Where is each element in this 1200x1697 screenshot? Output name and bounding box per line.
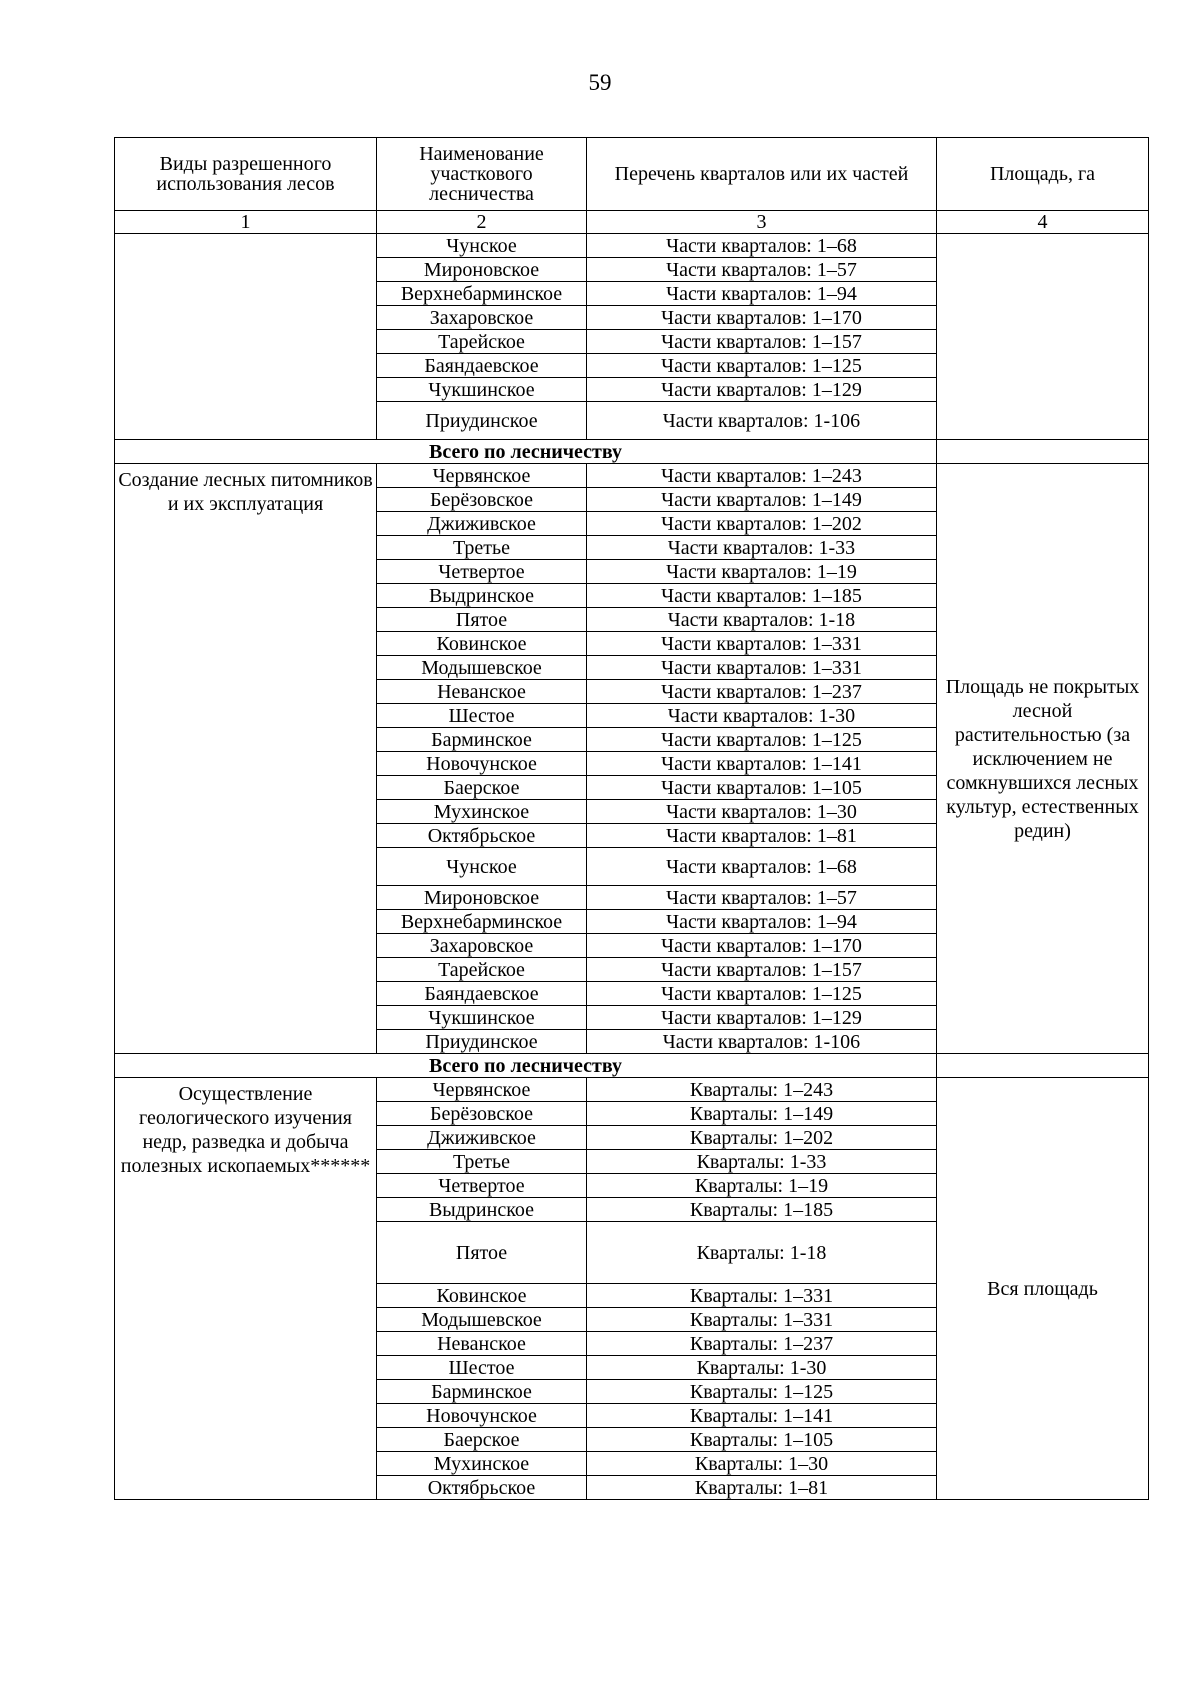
quarters-cell: Кварталы: 1–331 xyxy=(587,1308,937,1332)
forestry-name-cell: Джиживское xyxy=(377,512,587,536)
quarters-cell: Части кварталов: 1–129 xyxy=(587,1006,937,1030)
quarters-cell: Части кварталов: 1–331 xyxy=(587,632,937,656)
forestry-name-cell: Чунское xyxy=(377,848,587,886)
forestry-name-cell: Захаровское xyxy=(377,934,587,958)
quarters-cell: Кварталы: 1-30 xyxy=(587,1356,937,1380)
forestry-name-cell: Чунское xyxy=(377,234,587,258)
quarters-cell: Части кварталов: 1–170 xyxy=(587,306,937,330)
forestry-name-cell: Выдринское xyxy=(377,584,587,608)
forestry-total-label: Всего по лесничеству xyxy=(115,1054,937,1078)
quarters-cell: Кварталы: 1–125 xyxy=(587,1380,937,1404)
forestry-name-cell: Верхнебарминское xyxy=(377,910,587,934)
forestry-name-cell: Барминское xyxy=(377,728,587,752)
quarters-cell: Части кварталов: 1-18 xyxy=(587,608,937,632)
column-number: 3 xyxy=(587,211,937,234)
forestry-name-cell: Третье xyxy=(377,536,587,560)
header-area: Площадь, га xyxy=(937,138,1149,211)
quarters-cell: Части кварталов: 1–185 xyxy=(587,584,937,608)
quarters-cell: Части кварталов: 1–170 xyxy=(587,934,937,958)
forestry-name-cell: Ковинское xyxy=(377,632,587,656)
quarters-cell: Части кварталов: 1–129 xyxy=(587,378,937,402)
forestry-total-row xyxy=(115,440,1149,464)
forestry-total-area xyxy=(937,1054,1149,1078)
column-number-row xyxy=(115,211,1149,234)
forestry-name-cell: Чукшинское xyxy=(377,1006,587,1030)
forestry-total-area xyxy=(937,440,1149,464)
forestry-name-cell: Шестое xyxy=(377,1356,587,1380)
table-row xyxy=(115,234,1149,258)
quarters-cell: Кварталы: 1-33 xyxy=(587,1150,937,1174)
quarters-cell: Части кварталов: 1–149 xyxy=(587,488,937,512)
forestry-name-cell: Неванское xyxy=(377,680,587,704)
column-number: 2 xyxy=(377,211,587,234)
forestry-name-cell: Червянское xyxy=(377,464,587,488)
quarters-cell: Части кварталов: 1-106 xyxy=(587,1030,937,1054)
forestry-name-cell: Баерское xyxy=(377,776,587,800)
forestry-name-cell: Червянское xyxy=(377,1078,587,1102)
forestry-name-cell: Баяндаевское xyxy=(377,982,587,1006)
forestry-total-row xyxy=(115,1054,1149,1078)
usage-type-cell: Создание лесных питомников и их эксплуатация xyxy=(115,464,377,1054)
forestry-name-cell: Баерское xyxy=(377,1428,587,1452)
header-usage-type: Виды разрешенного использования лесов xyxy=(115,138,377,211)
forestry-name-cell: Октябрьское xyxy=(377,824,587,848)
quarters-cell: Кварталы: 1–149 xyxy=(587,1102,937,1126)
page-number: 59 xyxy=(588,70,612,95)
quarters-cell: Кварталы: 1–202 xyxy=(587,1126,937,1150)
forestry-name-cell: Чукшинское xyxy=(377,378,587,402)
quarters-cell: Части кварталов: 1–125 xyxy=(587,354,937,378)
quarters-cell: Кварталы: 1–81 xyxy=(587,1476,937,1500)
forestry-name-cell: Выдринское xyxy=(377,1198,587,1222)
forestry-name-cell: Берёзовское xyxy=(377,488,587,512)
table-header-row xyxy=(115,138,1149,211)
forestry-name-cell: Захаровское xyxy=(377,306,587,330)
quarters-cell: Части кварталов: 1–68 xyxy=(587,234,937,258)
table-row xyxy=(115,1078,1149,1102)
forestry-name-cell: Приудинское xyxy=(377,402,587,440)
forestry-name-cell: Ковинское xyxy=(377,1284,587,1308)
quarters-cell: Кварталы: 1–105 xyxy=(587,1428,937,1452)
forestry-total-label: Всего по лесничеству xyxy=(115,440,937,464)
quarters-cell: Кварталы: 1–237 xyxy=(587,1332,937,1356)
quarters-cell: Кварталы: 1–243 xyxy=(587,1078,937,1102)
forestry-name-cell: Модышевское xyxy=(377,1308,587,1332)
forestry-name-cell: Берёзовское xyxy=(377,1102,587,1126)
quarters-cell: Части кварталов: 1-106 xyxy=(587,402,937,440)
forestry-name-cell: Верхнебарминское xyxy=(377,282,587,306)
quarters-cell: Части кварталов: 1–141 xyxy=(587,752,937,776)
quarters-cell: Части кварталов: 1–125 xyxy=(587,982,937,1006)
forestry-name-cell: Пятое xyxy=(377,608,587,632)
forestry-name-cell: Новочунское xyxy=(377,1404,587,1428)
quarters-cell: Кварталы: 1–331 xyxy=(587,1284,937,1308)
quarters-cell: Части кварталов: 1–331 xyxy=(587,656,937,680)
forestry-name-cell: Новочунское xyxy=(377,752,587,776)
forestry-name-cell: Шестое xyxy=(377,704,587,728)
forestry-name-cell: Тарейское xyxy=(377,330,587,354)
forestry-name-cell: Мухинское xyxy=(377,1452,587,1476)
column-number: 4 xyxy=(937,211,1149,234)
header-forestry-name: Наименование участкового лесничества xyxy=(377,138,587,211)
forestry-name-cell: Тарейское xyxy=(377,958,587,982)
quarters-cell: Части кварталов: 1–202 xyxy=(587,512,937,536)
quarters-cell: Кварталы: 1–19 xyxy=(587,1174,937,1198)
table-row xyxy=(115,464,1149,488)
quarters-cell: Кварталы: 1–185 xyxy=(587,1198,937,1222)
quarters-cell: Части кварталов: 1-30 xyxy=(587,704,937,728)
quarters-cell: Части кварталов: 1–81 xyxy=(587,824,937,848)
forestry-name-cell: Модышевское xyxy=(377,656,587,680)
quarters-cell: Кварталы: 1–141 xyxy=(587,1404,937,1428)
forestry-name-cell: Мироновское xyxy=(377,886,587,910)
forestry-name-cell: Мироновское xyxy=(377,258,587,282)
quarters-cell: Части кварталов: 1–19 xyxy=(587,560,937,584)
usage-type-cell xyxy=(115,234,377,440)
forestry-name-cell: Неванское xyxy=(377,1332,587,1356)
quarters-cell: Части кварталов: 1–68 xyxy=(587,848,937,886)
quarters-cell: Части кварталов: 1–157 xyxy=(587,958,937,982)
quarters-cell: Части кварталов: 1–30 xyxy=(587,800,937,824)
quarters-cell: Части кварталов: 1–94 xyxy=(587,910,937,934)
quarters-cell: Части кварталов: 1–94 xyxy=(587,282,937,306)
forestry-name-cell: Джиживское xyxy=(377,1126,587,1150)
forestry-name-cell: Третье xyxy=(377,1150,587,1174)
quarters-cell: Части кварталов: 1–105 xyxy=(587,776,937,800)
header-quarters-list: Перечень кварталов или их частей xyxy=(587,138,937,211)
forestry-name-cell: Баяндаевское xyxy=(377,354,587,378)
forestry-name-cell: Приудинское xyxy=(377,1030,587,1054)
quarters-cell: Части кварталов: 1–237 xyxy=(587,680,937,704)
quarters-cell: Части кварталов: 1–57 xyxy=(587,886,937,910)
area-cell: Площадь не покрытых лесной растительностью (за исключением не сомкнувшихся лесных культур, естественных редин) xyxy=(937,464,1149,1054)
quarters-cell: Части кварталов: 1–157 xyxy=(587,330,937,354)
area-cell xyxy=(937,234,1149,440)
forestry-name-cell: Мухинское xyxy=(377,800,587,824)
forestry-name-cell: Барминское xyxy=(377,1380,587,1404)
forestry-name-cell: Октябрьское xyxy=(377,1476,587,1500)
forestry-name-cell: Четвертое xyxy=(377,1174,587,1198)
forestry-name-cell: Четвертое xyxy=(377,560,587,584)
quarters-cell: Части кварталов: 1–125 xyxy=(587,728,937,752)
quarters-cell: Части кварталов: 1-33 xyxy=(587,536,937,560)
quarters-cell: Части кварталов: 1–243 xyxy=(587,464,937,488)
quarters-cell: Кварталы: 1–30 xyxy=(587,1452,937,1476)
quarters-cell: Части кварталов: 1–57 xyxy=(587,258,937,282)
area-cell: Вся площадь xyxy=(937,1078,1149,1500)
forestry-name-cell: Пятое xyxy=(377,1222,587,1284)
quarters-cell: Кварталы: 1-18 xyxy=(587,1222,937,1284)
column-number: 1 xyxy=(115,211,377,234)
usage-type-cell: Осуществление геологического изучения недр, разведка и добыча полезных ископаемых****** xyxy=(115,1078,377,1500)
forest-use-table xyxy=(114,137,1149,1500)
